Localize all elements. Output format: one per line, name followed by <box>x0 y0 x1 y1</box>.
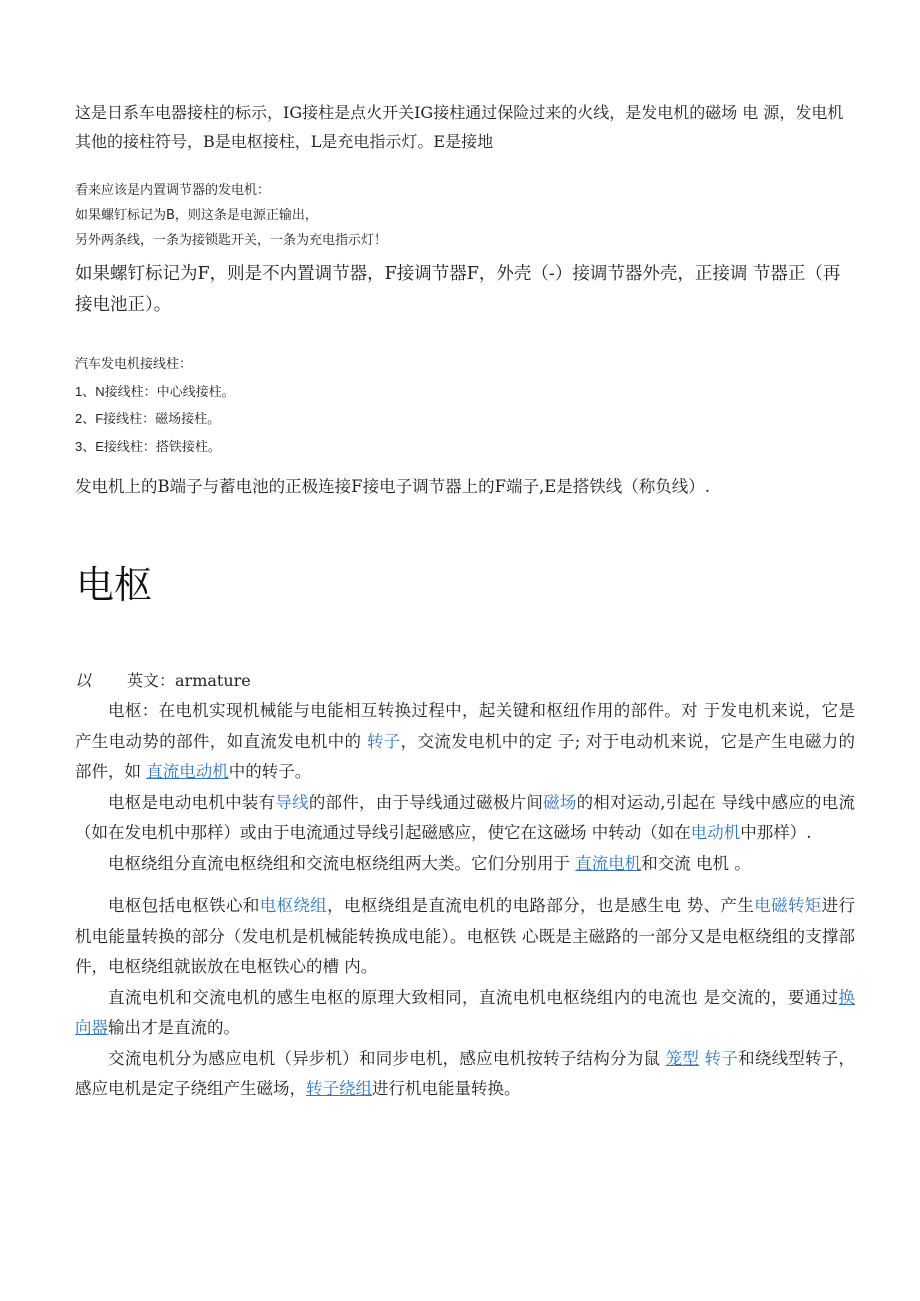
english-name-line <box>75 667 251 695</box>
text-run: 和交流 电机 。 <box>641 853 751 873</box>
terminal-item: 3、E接线柱：搭铁接柱。 <box>75 438 221 454</box>
text-run: 的相对运动,引起在 导线中感应的电流（如在发电机中那样）或由于电流通过导线引起磁感应，使它在这磁场 中转动（如在 <box>75 792 856 842</box>
link-electromagnetic-torque[interactable]: 电磁转矩 <box>754 896 822 915</box>
terminal-list-title: 汽车发电机接线柱： <box>75 356 193 371</box>
article-paragraph <box>75 983 855 1044</box>
link-commutator[interactable]: 换向器 <box>75 987 855 1037</box>
link-dc-machine[interactable]: 直流电机 <box>575 853 642 873</box>
text-run: 和绕线型转子，感应电机是定子绕组产生磁场， <box>75 1048 856 1098</box>
article-paragraph <box>75 1044 855 1105</box>
article-title: 电枢 <box>76 563 153 607</box>
connection-paragraph: 发电机上的B端子与蓄电池的正极连接F接电子调节器上的F端子,E是搭铁线（称负线）. <box>75 477 711 496</box>
text-run: 中那样）. <box>740 823 812 842</box>
english-marker: 以 <box>75 671 92 690</box>
article-paragraph <box>75 696 855 788</box>
terminal-item: 2、F接线柱：磁场接柱。 <box>75 411 221 426</box>
article-body <box>75 696 855 1105</box>
text-run: 电枢：在电机实现机械能与电能相互转换过程中，起关键和枢纽作用的部件。对 于发电机来说，它是产生电动势的部件，如直流发电机中的 <box>75 701 855 751</box>
text-run: 输出才是直流的。 <box>108 1018 240 1037</box>
intro-paragraph: 这是日系车电器接柱的标示，IG接柱是点火开关IG接柱通过保险过来的火线，是发电机的磁场 电 源，发电机其他的接柱符号，B是电枢接柱，L是充电指示灯。E是接地 <box>75 103 844 151</box>
note-line: 看来应该是内置调节器的发电机： <box>75 183 271 198</box>
text-run: ，交流发电机中的定 子; 对于电动机来说，它是产生电磁力的部件，如 <box>75 731 856 781</box>
note-block <box>75 178 855 253</box>
link-rotor[interactable]: 转子 <box>366 731 401 751</box>
article-paragraph <box>75 849 855 880</box>
terminal-item: 1、N接线柱：中心线接柱。 <box>75 383 235 399</box>
text-run: 交流电机分为感应电机（异步机）和同步电机，感应电机按转子结构分为鼠 <box>108 1048 661 1068</box>
text-run: 电枢是电动电机中装有 <box>108 792 276 812</box>
text-run: 进行机电能量转换。 <box>372 1079 521 1098</box>
text-run: 中的转子。 <box>228 762 312 781</box>
link-rotor-suffix[interactable]: 转子 <box>704 1048 739 1068</box>
text-run: 进行机电能量转换的部分（发电机是机械能转换成电能）。电枢铁 心既是主磁路的一部分又是电枢绕组的支撑部件，电枢绕组就嵌放在电枢铁心的槽 内。 <box>75 896 856 976</box>
link-squirrel-cage[interactable]: 笼型 <box>665 1048 700 1068</box>
link-magnetic-field[interactable]: 磁场 <box>543 792 577 812</box>
english-label: 英文：armature <box>127 671 251 690</box>
terminal-list <box>75 350 855 460</box>
article-paragraph <box>75 788 855 849</box>
note-line: 另外两条线，一条为接锁匙开关，一条为充电指示灯！ <box>75 233 388 248</box>
link-dc-motor[interactable]: 直流电动机 <box>146 762 229 781</box>
text-run: 电枢绕组分直流电枢绕组和交流电枢绕组两大类。它们分别用于 <box>108 853 570 873</box>
text-run: ，电枢绕组是直流电机的电路部分，也是感生电 势、产生 <box>327 896 755 915</box>
regulator-paragraph: 如果螺钉标记为F，则是不内置调节器，F接调节器F，外壳（-）接调节器外壳，正接调 节器正（再接电池正）。 <box>75 264 841 315</box>
article-paragraph <box>75 891 855 983</box>
note-line: 如果螺钉标记为B，则这条是电源正输出， <box>75 208 318 223</box>
link-wire[interactable]: 导线 <box>275 792 309 812</box>
link-motor[interactable]: 电动机 <box>690 823 741 842</box>
text-run: 的部件，由于导线通过磁极片间 <box>308 792 544 812</box>
link-armature-winding[interactable]: 电枢绕组 <box>259 896 328 915</box>
link-rotor-winding[interactable]: 转子绕组 <box>306 1079 372 1098</box>
text-run: 电枢包括电枢铁心和 <box>108 896 260 915</box>
text-run: 直流电机和交流电机的感生电枢的原理大致相同，直流电机电枢绕组内的电流也 是交流的，要通过 <box>108 987 839 1007</box>
